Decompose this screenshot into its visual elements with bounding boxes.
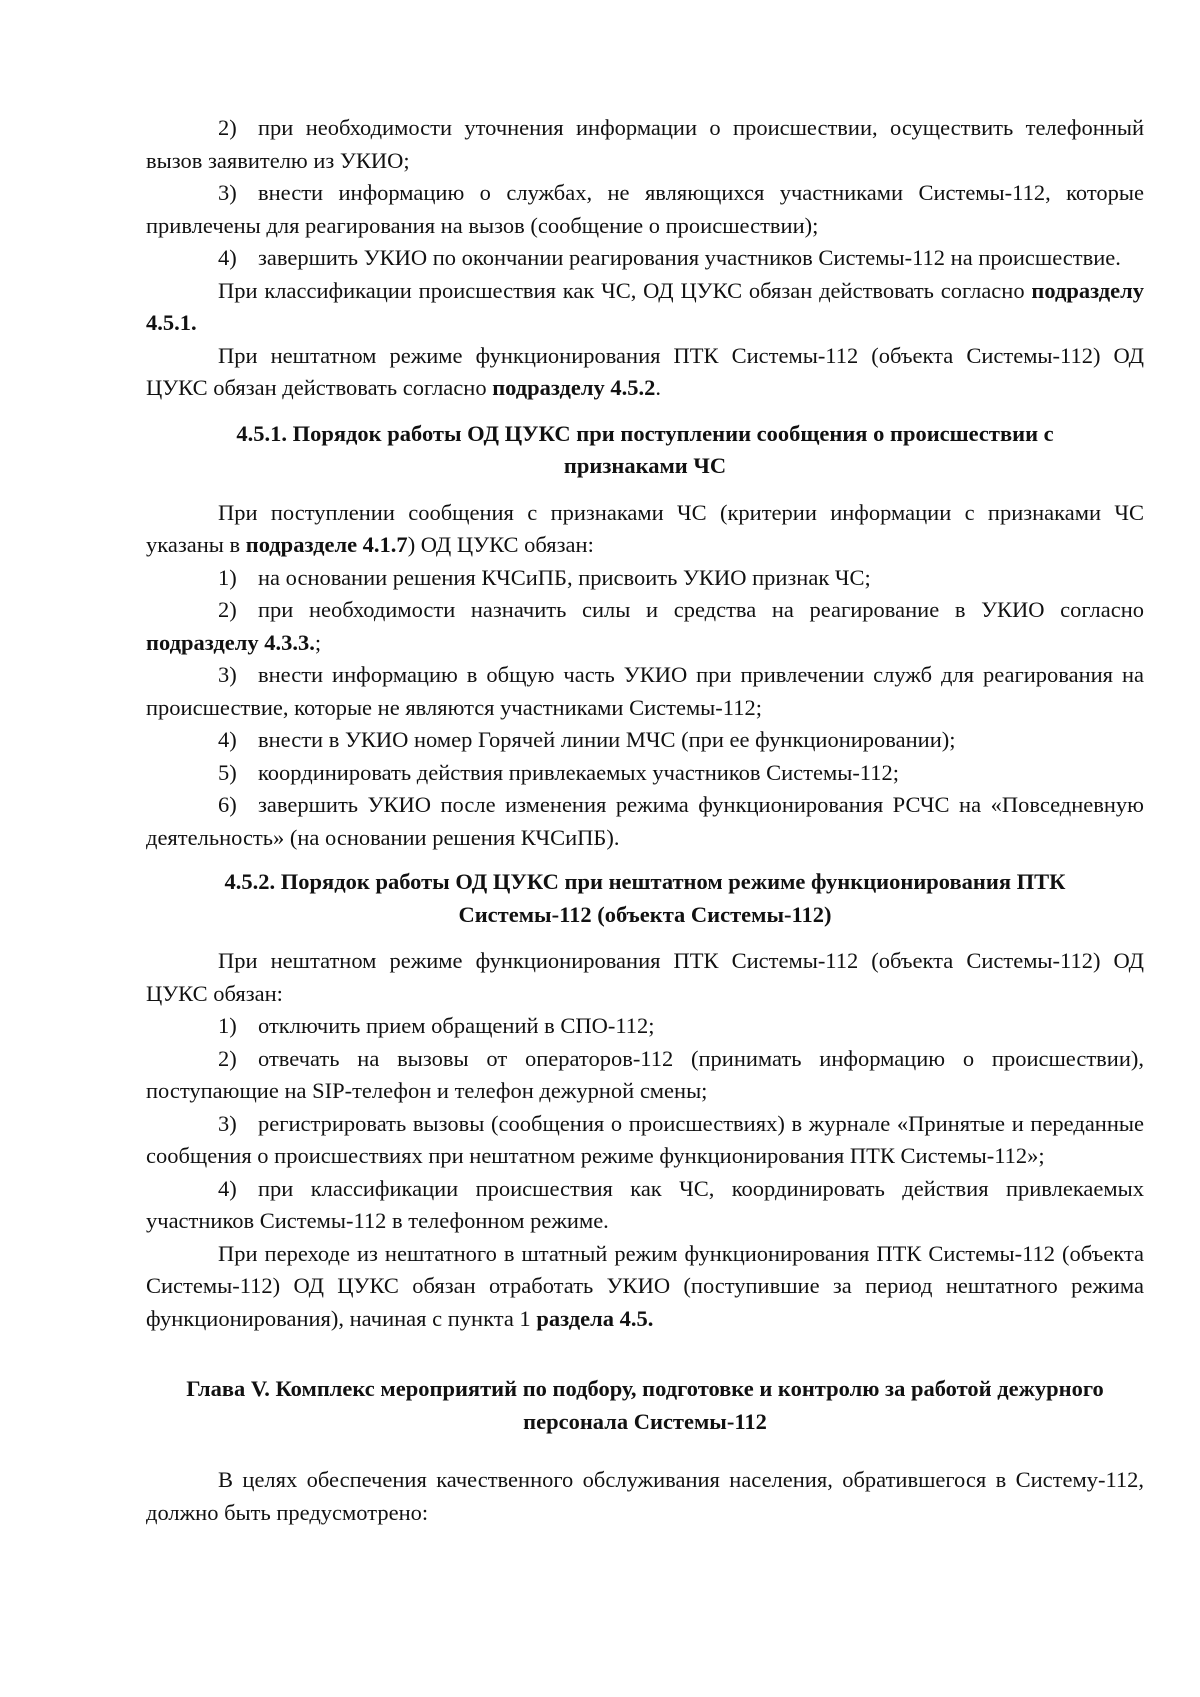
paragraph (146, 275, 1144, 340)
list-item-text: при необходимости уточнения информации о происшествии, осуществить телефонный вызов заявителю из УКИО; (146, 115, 1144, 173)
paragraph (146, 497, 1144, 562)
list-item-text: ; (314, 629, 322, 655)
list-item (146, 757, 1144, 790)
paragraph-text: При переходе из нештатного в штатный режим функционирования ПТК Системы-112 (объекта Системы-112) ОД ЦУКС обязан отработать УКИО (поступившие за период нештатного режима функционирования), начиная с пункта 1 (146, 1240, 1144, 1331)
list-item (146, 177, 1144, 242)
paragraph-text: При нештатном режиме функционирования ПТК Системы-112 (объекта Системы-112) ОД ЦУКС обязан: (146, 948, 1144, 1006)
list-item-text: внести в УКИО номер Горячей линии МЧС (при ее функционировании); (258, 727, 956, 752)
list-item-number: 4) (218, 1175, 237, 1201)
list-item (146, 242, 1144, 275)
list-item-text: отвечать на вызовы от операторов-112 (принимать информацию о происшествии), поступающие на SIP-телефон и телефон дежурной смены; (146, 1045, 1144, 1103)
paragraph (146, 340, 1144, 405)
section-reference: подразделу 4.3.3. (146, 629, 315, 655)
section-reference: раздела 4.5. (536, 1305, 654, 1331)
paragraph-text: При поступлении сообщения с признаками ЧС (критерии информации с признаками ЧС указаны в (146, 499, 1144, 557)
list-item (146, 1173, 1144, 1238)
list-item-text: при необходимости назначить силы и средства на реагирование в УКИО согласно (258, 597, 1144, 622)
list-item-text: при классификации происшествия как ЧС, координировать действия привлекаемых участников Системы-112 в телефонном режиме. (146, 1175, 1144, 1233)
list-item (146, 659, 1144, 724)
list-item-text: завершить УКИО после изменения режима функционирования РСЧС на «Повседневную деятельность» (на основании решения КЧСиПБ). (146, 792, 1144, 850)
paragraph-text: При классификации происшествия как ЧС, ОД ЦУКС обязан действовать согласно (218, 277, 1032, 303)
paragraph (146, 1464, 1144, 1529)
list-item-number: 2) (218, 115, 237, 140)
list-item-text: внести информацию в общую часть УКИО при привлечении служб для реагирования на происшествие, которые не являются участниками Системы-112; (146, 662, 1144, 720)
document-page (146, 112, 1144, 1529)
list-item-number: 3) (218, 1110, 237, 1136)
list-item (146, 594, 1144, 659)
list-item-text: регистрировать вызовы (сообщения о происшествиях) в журнале «Принятые и переданные сообщения о происшествиях при нештатном режиме функционирования ПТК Системы-112»; (146, 1110, 1144, 1168)
paragraph-text: . (655, 375, 662, 400)
list-item-number: 1) (218, 564, 237, 590)
list-item (146, 562, 1144, 595)
list-item-number: 4) (218, 727, 237, 752)
list-item (146, 112, 1144, 177)
section-reference: подразделу 4.5.1. (146, 277, 1144, 335)
list-item-number: 3) (218, 180, 237, 205)
section-heading: 4.5.1. Порядок работы ОД ЦУКС при поступлении сообщения о происшествии с признаками ЧС (236, 420, 1054, 478)
paragraph (146, 945, 1144, 1010)
list-item (146, 724, 1144, 757)
paragraph-text: В целях обеспечения качественного обслуживания населения, обратившегося в Систему-112, должно быть предусмотрено: (146, 1467, 1144, 1525)
list-item-number: 5) (218, 759, 237, 785)
list-item (146, 1010, 1144, 1043)
list-item (146, 1108, 1144, 1173)
list-item-text: завершить УКИО по окончании реагирования участников Системы-112 на происшествие. (258, 245, 1121, 270)
list-item (146, 1043, 1144, 1108)
list-item-text: на основании решения КЧСиПБ, присвоить УКИО признак ЧС; (258, 564, 871, 590)
section-heading: 4.5.2. Порядок работы ОД ЦУКС при нештатном режиме функционирования ПТК Системы-112 (объекта Системы-112) (224, 869, 1066, 927)
chapter-heading: Глава V. Комплекс мероприятий по подбору, подготовке и контролю за работой дежурного персонала Системы-112 (186, 1376, 1104, 1434)
paragraph (146, 1238, 1144, 1336)
paragraph-text: ) ОД ЦУКС обязан: (407, 532, 594, 557)
list-item-number: 3) (218, 662, 237, 687)
list-item-text: координировать действия привлекаемых участников Системы-112; (258, 759, 899, 785)
list-item-number: 4) (218, 245, 237, 270)
list-item-text: отключить прием обращений в СПО-112; (258, 1013, 655, 1038)
section-reference: подразделе 4.1.7 (245, 532, 408, 557)
list-item-number: 2) (218, 597, 237, 622)
paragraph-text: При нештатном режиме функционирования ПТК Системы-112 (объекта Системы-112) ОД ЦУКС обязан действовать согласно (146, 342, 1144, 400)
list-item-number: 2) (218, 1045, 237, 1071)
list-item-number: 6) (218, 792, 237, 817)
list-item-number: 1) (218, 1013, 237, 1038)
section-reference: подразделу 4.5.2 (492, 375, 656, 400)
list-item-text: внести информацию о службах, не являющихся участниками Системы-112, которые привлечены для реагирования на вызов (сообщение о происшествии); (146, 180, 1144, 238)
list-item (146, 789, 1144, 854)
